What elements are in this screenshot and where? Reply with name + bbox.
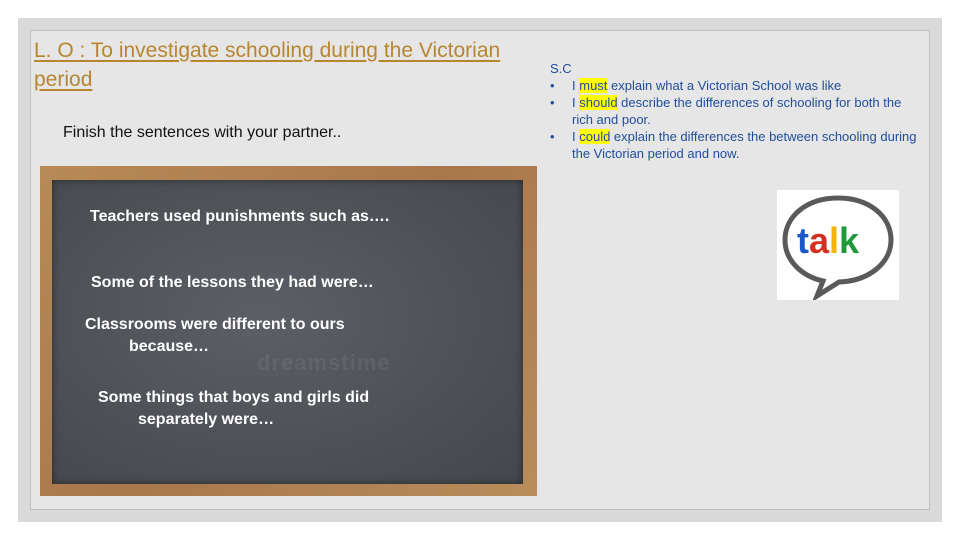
success-criteria <box>550 60 920 162</box>
talk-letter-t: t <box>797 220 809 261</box>
success-criteria-list <box>550 77 920 162</box>
criterion-text: explain what a Victorian School was like <box>607 78 842 93</box>
prompt-boys-girls-line2: separately were… <box>138 411 275 428</box>
instruction-text: Finish the sentences with your partner.. <box>63 124 342 141</box>
bullet-icon: • <box>550 78 555 93</box>
criterion-must <box>550 77 920 94</box>
prompt-classrooms-line1: Classrooms were different to ours <box>85 316 345 333</box>
talk-letter-a: a <box>809 220 830 261</box>
prompt-classrooms <box>85 314 345 358</box>
criterion-prefix: I <box>572 129 580 144</box>
chalkboard <box>52 180 523 484</box>
criterion-could <box>550 128 920 162</box>
criterion-prefix: I <box>572 95 580 110</box>
learning-objective-title: L. O : To investigate schooling during the Victorian period <box>34 39 501 91</box>
chalkboard-frame <box>40 166 537 496</box>
criterion-highlight: must <box>579 78 608 93</box>
bullet-icon: • <box>550 129 555 144</box>
prompt-classrooms-line2: because… <box>129 338 210 355</box>
bullet-icon: • <box>550 95 555 110</box>
prompt-boys-girls-line1: Some things that boys and girls did <box>98 389 370 406</box>
talk-letter-l: l <box>829 220 840 261</box>
talk-logo <box>777 190 899 300</box>
watermark: dreamstime <box>257 350 391 375</box>
talk-speech-bubble-icon <box>777 190 899 300</box>
criterion-text: describe the differences of schooling for both the rich and poor. <box>572 95 902 127</box>
talk-letter-k: k <box>839 220 860 261</box>
prompt-boys-girls <box>98 387 369 431</box>
success-criteria-heading: S.C <box>550 61 572 76</box>
prompt-punishments: Teachers used punishments such as…. <box>90 208 390 225</box>
criterion-highlight: could <box>579 129 611 144</box>
criterion-should <box>550 94 920 128</box>
talk-logo-text <box>797 220 860 261</box>
prompt-lessons: Some of the lessons they had were… <box>91 274 374 291</box>
criterion-highlight: should <box>579 95 618 110</box>
criterion-text: explain the differences the between schooling during the Victorian period and now. <box>572 129 917 161</box>
criterion-prefix: I <box>572 78 580 93</box>
